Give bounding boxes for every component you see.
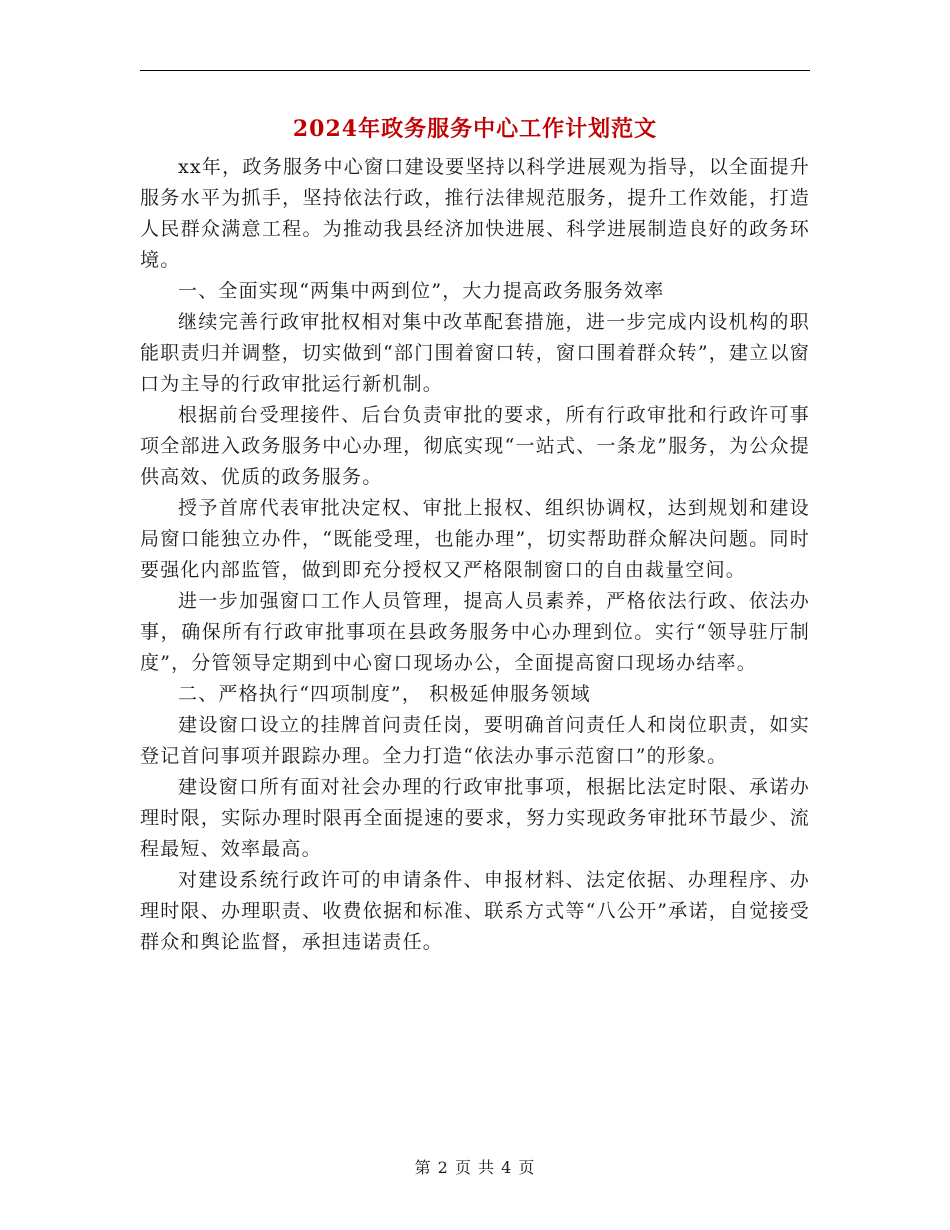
paragraph: 建设窗口设立的挂牌首问责任岗，要明确首问责任人和岗位职责，如实登记首问事项并跟踪办理。全力打造“依法办事示范窗口”的形象。	[140, 714, 810, 767]
document-title: 2024年政务服务中心工作计划范文	[292, 116, 658, 142]
section-heading-2: 二、严格执行“四项制度”， 积极延伸服务领域	[178, 683, 591, 705]
page-footer: 第 2 页 共 4 页	[414, 1158, 536, 1177]
paragraph: 授予首席代表审批决定权、审批上报权、组织协调权，达到规划和建设局窗口能独立办件，“既能受理，也能办理”，切实帮助群众解决问题。同时要强化内部监管，做到即充分授权又严格限制窗口的自由裁量空间。	[140, 497, 810, 581]
paragraph: 对建设系统行政许可的申请条件、申报材料、法定依据、办理程序、办理时限、办理职责、收费依据和标准、联系方式等“八公开”承诺，自觉接受群众和舆论监督，承担违诺责任。	[140, 869, 810, 953]
document-body	[140, 152, 810, 958]
paragraph: 根据前台受理接件、后台负责审批的要求，所有行政审批和行政许可事项全部进入政务服务中心办理，彻底实现“一站式、一条龙”服务，为公众提供高效、优质的政务服务。	[140, 404, 810, 488]
paragraph: 建设窗口所有面对社会办理的行政审批事项，根据比法定时限、承诺办理时限，实际办理时限再全面提速的要求，努力实现政务审批环节最少、流程最短、效率最高。	[140, 776, 810, 860]
paragraph: 进一步加强窗口工作人员管理，提高人员素养，严格依法行政、依法办事，确保所有行政审批事项在县政务服务中心办理到位。实行“领导驻厅制度”，分管领导定期到中心窗口现场办公，全面提高窗口现场办结率。	[140, 590, 810, 674]
section-heading-1: 一、全面实现“两集中两到位”，大力提高政务服务效率	[178, 280, 665, 302]
paragraph: 继续完善行政审批权相对集中改革配套措施，进一步完成内设机构的职能职责归并调整，切实做到“部门围着窗口转，窗口围着群众转”，建立以窗口为主导的行政审批运行新机制。	[140, 311, 810, 395]
header-rule	[140, 70, 810, 71]
paragraph-intro: xx年，政务服务中心窗口建设要坚持以科学进展观为指导，以全面提升服务水平为抓手，坚持依法行政，推行法律规范服务，提升工作效能，打造人民群众满意工程。为推动我县经济加快进展、科学进展制造良好的政务环境。	[140, 156, 810, 271]
